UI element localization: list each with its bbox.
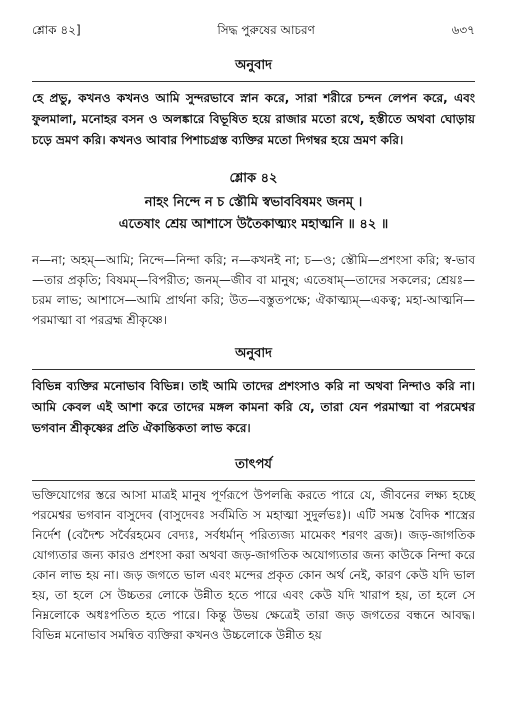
page-number: ৬৩৭ [451, 23, 475, 37]
heading-rule-3 [32, 480, 475, 481]
purport-text: ভক্তিযোগের স্তরে আসা মাত্রই মানুষ পূর্ণরূপে উপলব্ধি করতে পারে যে, জীবনের লক্ষ্য হচ্ছে পরমেশ্বর ভগবান বাসুদেব (বাসুদেবঃ সর্বমিতি স মহাত্মা সুদুর্লভঃ)। এটি সমস্ত বৈদিক শাস্ত্রের নির্দেশ (বেদৈশ্চ সর্বৈরহমেব বেদ্যঃ, সর্বধর্মান্ পরিত্যজ্য মামেকং শরণং ব্রজ)। জড়-জাগতিক যোগ্যতার জন্য কারও প্রশংসা করা অথবা জড়-জাগতিক অযোগ্যতার জন্য কাউকে নিন্দা করে কোন লাভ হয় না। জড় জগতে ভাল এবং মন্দের প্রকৃত কোন অর্থ নেই, কারণ কেউ যদি ভাল হয়, তা হলে সে উচ্চতর লোকে উন্নীত হতে পারে এবং কেউ যদি খারাপ হয়, তা হলে সে নিম্নলোকে অধঃপতিত হতে পারে। কিন্তু উভয় ক্ষেত্রেই তারা জড় জগতের বন্ধনে আবদ্ধ। বিভিন্ন মনোভাব সমন্বিত ব্যক্তিরা কখনও উচ্চলোকে উন্নীত হয় [32, 488, 475, 642]
verse-line-1: নাহং নিন্দে ন চ স্তৌমি স্বভাববিষমং জনম্‌ । [144, 195, 363, 210]
header-chapter-title: সিদ্ধ পুরুষের আচরণ [217, 23, 315, 37]
running-header [32, 0, 475, 40]
synonyms: ন—না; অহম্‌—আমি; নিন্দে—নিন্দা করি; ন—কখনই না; চ—ও; স্তৌমি—প্রশংসা করি; স্ব-ভাব—তার প্রকৃতি; বিষমম্‌—বিপরীত; জনম্‌—জীব বা মানুষ; এতেষাম্‌—তাদের সকলের; শ্রেয়ঃ—চরম লাভ; আশাসে—আমি প্রার্থনা করি; উত—বস্তুতপক্ষে; ঐকাত্ম্যম্‌—একত্ব; মহা-আত্মনি—পরমাত্মা বা পরব্রহ্ম শ্রীকৃষ্ণে। [32, 253, 475, 327]
verse-heading: শ্লোক ৪২ [229, 171, 278, 186]
heading-rule [32, 81, 475, 82]
header-verse-ref: শ্লোক ৪২] [32, 23, 81, 37]
purport-heading: তাৎপর্য [235, 457, 272, 472]
translation-text-2: বিভিন্ন ব্যক্তির মনোভাব বিভিন্ন। তাই আমি তাদের প্রশংসাও করি না অথবা নিন্দাও করি না। আমি কেবল এই আশা করে তাদের মঙ্গল কামনা করি যে, তারা যেন পরমাত্মা বা পরমেশ্বর ভগবান শ্রীকৃষ্ণের প্রতি ঐকান্তিকতা লাভ করে। [32, 379, 475, 435]
translation-heading: অনুবাদ [235, 58, 272, 73]
translation-heading-2: অনুবাদ [235, 346, 272, 361]
heading-rule-2 [32, 369, 475, 370]
translation-text: হে প্রভু, কখনও কখনও আমি সুন্দরভাবে স্নান করে, সারা শরীরে চন্দন লেপন করে, এবং ফুলমালা, মনোহর বসন ও অলঙ্কারে বিভূষিত হয়ে রাজার মতো রথে, হস্তীতে অথবা ঘোড়ায় চড়ে ভ্রমণ করি। কখনও আবার পিশাচগ্রস্ত ব্যক্তির মতো দিগম্বর হয়ে ভ্রমণ করি। [32, 91, 475, 147]
verse-line-2: এতেষাং শ্রেয় আশাসে উতৈকাত্ম্যং মহাত্মনি ॥ ৪২ ॥ [118, 217, 389, 232]
